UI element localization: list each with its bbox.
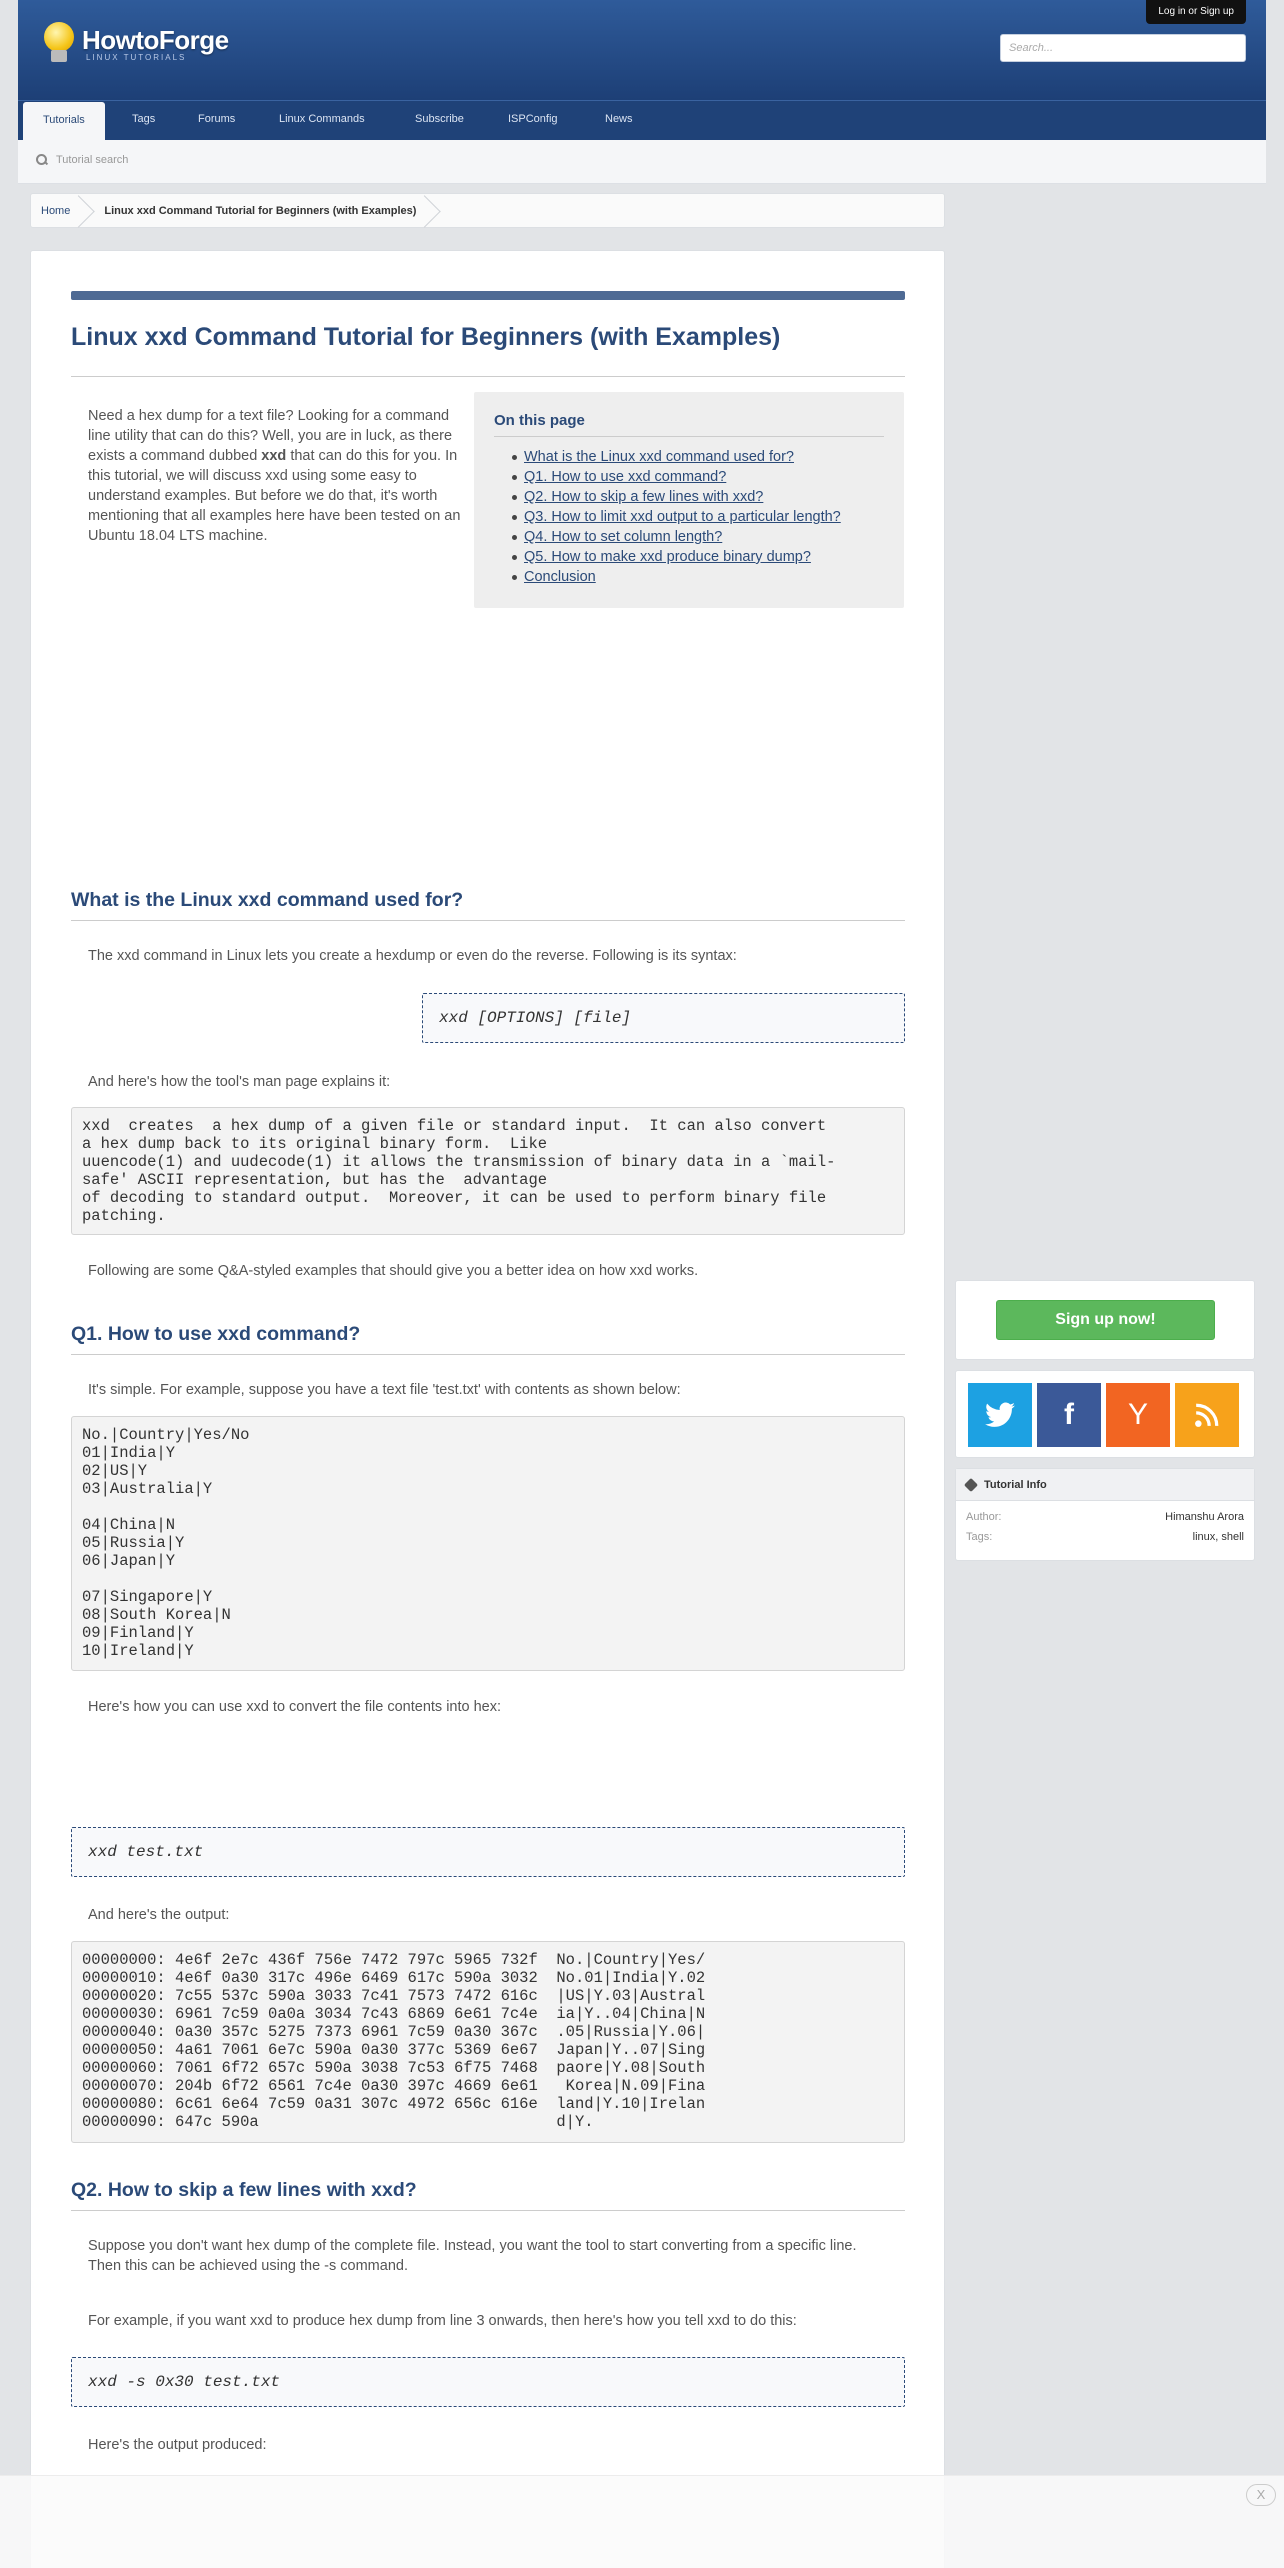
breadcrumb — [30, 193, 945, 228]
author-link[interactable]: Himanshu Arora — [1165, 1511, 1244, 1523]
site-header — [18, 0, 1266, 100]
toc-item — [494, 507, 841, 527]
breadcrumb-current[interactable]: Linux xxd Command Tutorial for Beginners (with Examples) — [84, 194, 430, 227]
tutorial-info-title: Tutorial Info — [956, 1469, 1254, 1501]
facebook-icon[interactable]: f — [1037, 1383, 1101, 1447]
toc-link[interactable]: What is the Linux xxd command used for? — [524, 449, 794, 465]
toc-link[interactable]: Q3. How to limit xxd output to a particular length? — [524, 509, 841, 525]
code-block: 00000000: 4e6f 2e7c 436f 756e 7472 797c 5965 732f No.|Country|Yes/ 00000010: 4e6f 0a30 317c 496e 6469 617c 590a 3032 No.01|India|Y.02 00000020: 7c55 537c 590a 3033 7c41 7573 7472 616c |US|Y.03|Austral 00000030: 6961 7c59 0a0a 3034 7c43 6869 6e61 7c4e ia|Y..04|China|N 00000040: 0a30 357c 5275 7373 6961 7c59 0a30 367c .05|Russia|Y.06| 00000050: 4a61 7061 6e7c 590a 0a30 377c 5369 6e67 Japan|Y..07|Sing 00000060: 7061 6f72 657c 590a 3038 7c53 6f75 7468 paore|Y.08|South 00000070: 204b 6f72 6561 7c4e 0a30 397c 4669 6e61 Korea|N.09|Fina 00000080: 6c61 6e64 7c59 0a31 307c 4972 656c 616e land|Y.10|Irelan 00000090: 647c 590a d|Y. — [71, 1941, 905, 2143]
tags-links[interactable]: linux, shell — [1192, 1531, 1244, 1543]
main-nav — [18, 100, 1266, 140]
intro-paragraph: Need a hex dump for a text file? Looking for a command line utility that can do this? Well, you are in luck, as there exists a command dubbed xxd that can do this for you. In this tutorial, we will discuss xxd using some easy to understand examples. But before we do that, it's worth mentioning that all examples here have been tested on an Ubuntu 18.04 LTS machine. — [88, 408, 461, 544]
search-input[interactable]: Search... — [1000, 34, 1246, 62]
toc-title: On this page — [494, 412, 585, 429]
paragraph: Suppose you don't want hex dump of the complete file. Instead, you want the tool to start converting from a specific line. Then this can be achieved using the -s command. — [88, 2238, 857, 2274]
rss-icon[interactable] — [1175, 1383, 1239, 1447]
paragraph: The xxd command in Linux lets you create a hexdump or even do the reverse. Following is its syntax: — [88, 948, 737, 964]
ycombinator-icon[interactable]: Y — [1106, 1383, 1170, 1447]
search-icon — [36, 154, 48, 166]
lightbulb-icon — [40, 22, 78, 66]
section-heading: What is the Linux xxd command used for? — [71, 889, 464, 911]
paragraph: It's simple. For example, suppose you have a text file 'test.txt' with contents as shown below: — [88, 1382, 681, 1398]
signup-button[interactable]: Sign up now! — [996, 1300, 1215, 1340]
logo-name: HowtoForge — [82, 24, 229, 55]
toc-item — [494, 487, 841, 507]
paragraph: For example, if you want xxd to produce hex dump from line 3 onwards, then here's how you tell xxd to do this: — [88, 2313, 797, 2329]
toc-link[interactable]: Conclusion — [524, 569, 596, 585]
toc-link[interactable]: Q4. How to set column length? — [524, 529, 723, 545]
paragraph: Here's how you can use xxd to convert the file contents into hex: — [88, 1699, 502, 1715]
tutorial-info-panel — [955, 1468, 1255, 1561]
code-block: No.|Country|Yes/No 01|India|Y 02|US|Y 03|Australia|Y 04|China|N 05|Russia|Y 06|Japan|Y 07|Singapore|Y 08|South Korea|N 09|Finland|Y 10|Ireland|Y — [71, 1416, 905, 1671]
tab-tags[interactable]: Tags — [132, 113, 156, 125]
sub-bar — [18, 140, 1266, 184]
paragraph: Following are some Q&A-styled examples that should give you a better idea on how xxd works. — [88, 1263, 699, 1279]
toc-item — [494, 527, 841, 547]
social-panel — [955, 1370, 1255, 1458]
site-logo[interactable] — [40, 22, 229, 66]
paragraph: And here's how the tool's man page explains it: — [88, 1074, 391, 1090]
tab-forums[interactable]: Forums — [198, 113, 236, 125]
tab-news[interactable]: News — [605, 113, 633, 125]
tab-tutorials[interactable]: Tutorials — [23, 102, 105, 142]
divider — [71, 1354, 905, 1355]
title-bar — [71, 291, 905, 300]
toc-link[interactable]: Q5. How to make xxd produce binary dump? — [524, 549, 811, 565]
section-heading: Q1. How to use xxd command? — [71, 1323, 361, 1345]
toc-item — [494, 547, 841, 567]
article-content — [30, 250, 945, 2568]
tutorial-search-label: Tutorial search — [56, 154, 129, 166]
ad-banner — [0, 2475, 1284, 2568]
toc-item — [494, 447, 841, 467]
twitter-icon[interactable] — [968, 1383, 1032, 1447]
code-command: xxd test.txt — [71, 1827, 905, 1877]
toc-item — [494, 467, 841, 487]
section-heading: Q2. How to skip a few lines with xxd? — [71, 2179, 417, 2201]
table-of-contents — [474, 392, 904, 608]
tab-linux-commands[interactable]: Linux Commands — [279, 113, 365, 125]
tag-icon — [964, 1478, 978, 1492]
page-title: Linux xxd Command Tutorial for Beginners (with Examples) — [71, 323, 781, 351]
tab-subscribe[interactable]: Subscribe — [415, 113, 464, 125]
paragraph: Here's the output produced: — [88, 2437, 267, 2453]
divider — [71, 920, 905, 921]
code-command: xxd -s 0x30 test.txt — [71, 2357, 905, 2407]
paragraph: And here's the output: — [88, 1907, 230, 1923]
toc-link[interactable]: Q2. How to skip a few lines with xxd? — [524, 489, 764, 505]
divider — [71, 376, 905, 377]
code-block: xxd creates a hex dump of a given file or standard input. It can also convert a hex dump back to its original binary form. Like uuencode(1) and uudecode(1) it allows the transmission of binary data in a `mail- safe' ASCII representation, but has the advantage of decoding to standard output. Moreover, it can be used to perform binary file patching. — [71, 1107, 905, 1235]
divider — [71, 2210, 905, 2211]
code-command: xxd [OPTIONS] [file] — [422, 993, 905, 1043]
tags-row: Tags: linux, shell — [966, 1531, 1244, 1543]
toc-link[interactable]: Q1. How to use xxd command? — [524, 469, 727, 485]
logo-tagline: LINUX TUTORIALS — [86, 52, 187, 62]
close-ad-button[interactable]: X — [1246, 2484, 1276, 2506]
signup-panel — [955, 1280, 1255, 1360]
toc-item — [494, 567, 841, 587]
author-row: Author: Himanshu Arora — [966, 1511, 1244, 1523]
breadcrumb-home[interactable]: Home — [31, 194, 84, 227]
tab-ispconfig[interactable]: ISPConfig — [508, 113, 558, 125]
tutorial-search[interactable] — [36, 154, 128, 166]
login-signup-button[interactable]: Log in or Sign up — [1146, 0, 1246, 24]
